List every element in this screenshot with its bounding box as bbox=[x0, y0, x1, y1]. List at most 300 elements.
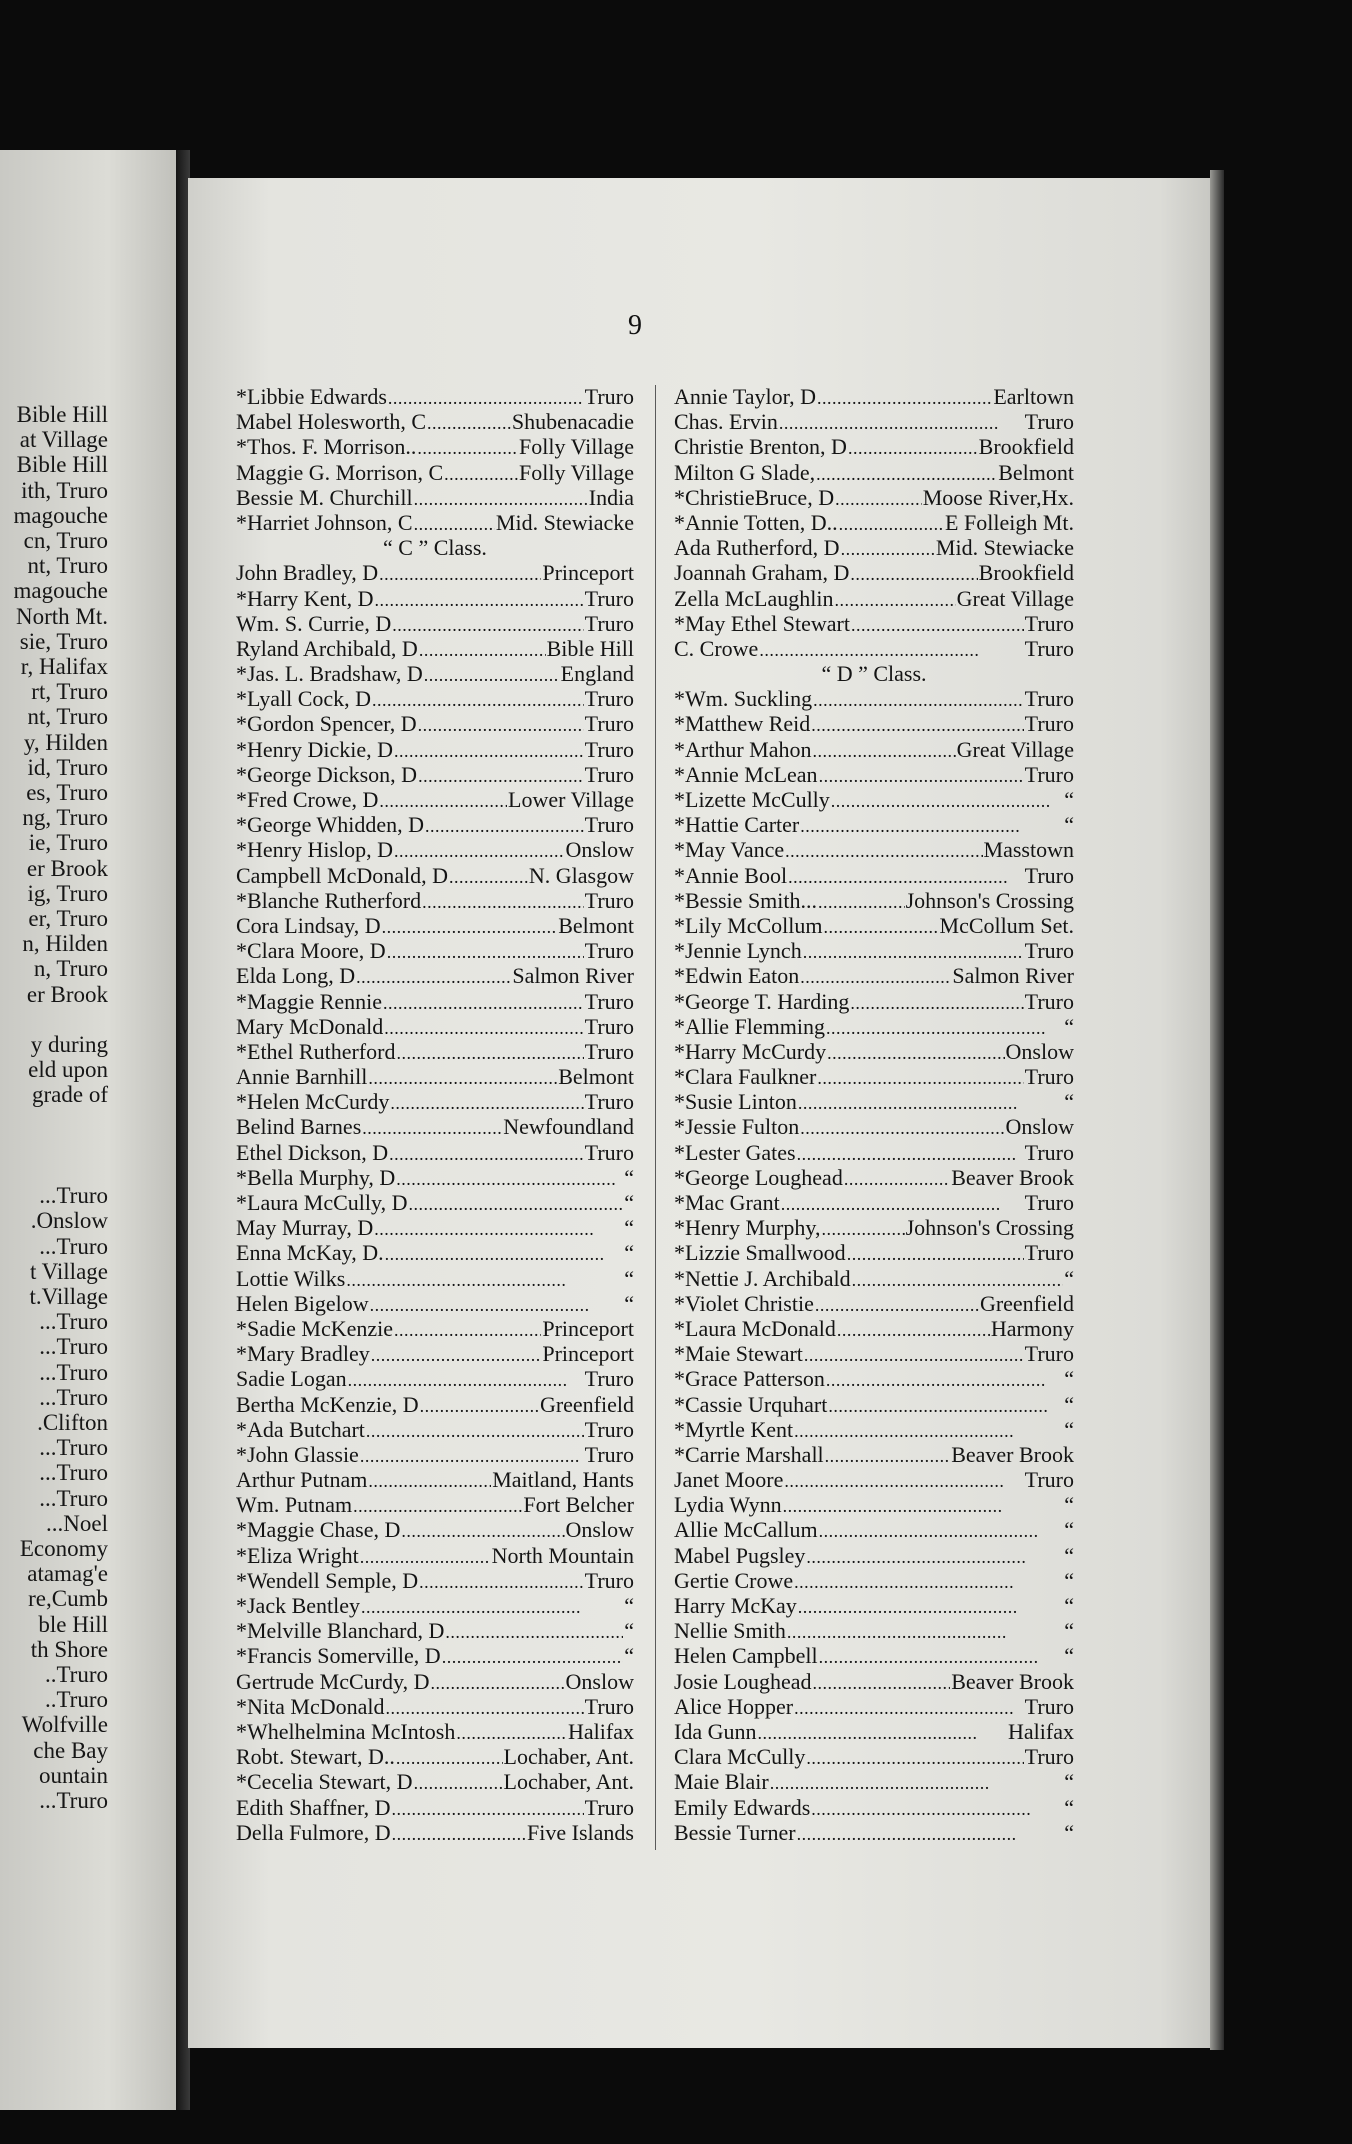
student-entry bbox=[674, 1215, 1074, 1240]
student-name: Annie Barnhill bbox=[236, 1064, 368, 1090]
left-page-edge bbox=[0, 150, 180, 2110]
dot-leader bbox=[831, 787, 1063, 814]
student-entry bbox=[674, 510, 1074, 535]
student-entry bbox=[674, 1366, 1074, 1391]
dot-leader bbox=[815, 1291, 979, 1318]
student-name: *Gordon Spencer, D bbox=[236, 711, 417, 737]
dot-leader bbox=[394, 737, 584, 764]
student-entry bbox=[674, 913, 1074, 938]
student-entry bbox=[674, 1492, 1074, 1517]
dot-leader bbox=[414, 485, 588, 512]
dot-leader bbox=[797, 1820, 1064, 1847]
dot-leader bbox=[356, 963, 511, 990]
student-entry bbox=[674, 1568, 1074, 1593]
student-name: *Fred Crowe, D bbox=[236, 787, 379, 812]
student-name: *Jessie Fulton bbox=[674, 1114, 800, 1140]
student-name: Mary McDonald bbox=[236, 1013, 384, 1039]
student-entry bbox=[674, 1165, 1074, 1190]
student-place: “ bbox=[624, 1593, 634, 1618]
left-page-fragment: che Bay bbox=[33, 1737, 108, 1763]
student-place: Truro bbox=[584, 1139, 634, 1165]
student-name: Lottie Wilks bbox=[236, 1265, 346, 1291]
student-name: Wm. Putnam bbox=[236, 1492, 353, 1518]
student-name: Annie Taylor, D bbox=[674, 384, 816, 409]
student-place: Lochaber, Ant. bbox=[503, 1744, 634, 1770]
page-edge-shadow bbox=[1210, 170, 1224, 2050]
dot-leader bbox=[806, 1543, 1063, 1570]
dot-leader bbox=[392, 611, 583, 638]
dot-leader bbox=[837, 1316, 990, 1343]
student-name: *Helen McCurdy bbox=[236, 1089, 390, 1115]
dot-leader bbox=[794, 1568, 1063, 1595]
student-entry bbox=[674, 1643, 1074, 1668]
left-page-fragment: er Brook bbox=[26, 981, 108, 1007]
dot-leader bbox=[414, 510, 495, 537]
student-place: Truro bbox=[584, 938, 634, 964]
student-place: Truro bbox=[1024, 409, 1074, 435]
student-name: Arthur Putnam bbox=[236, 1467, 368, 1493]
student-name: C. Crowe bbox=[674, 635, 759, 661]
student-place: Earltown bbox=[993, 384, 1074, 409]
left-page-fragment: ...Truro bbox=[39, 1485, 108, 1511]
student-place: Truro bbox=[1024, 1467, 1074, 1493]
student-entry bbox=[674, 586, 1074, 611]
student-entry bbox=[674, 762, 1074, 787]
dot-leader bbox=[779, 409, 1024, 436]
student-name: Josie Loughead bbox=[674, 1668, 812, 1694]
student-place: “ bbox=[1064, 1618, 1074, 1644]
student-place: “ bbox=[1064, 1366, 1074, 1392]
student-entry bbox=[236, 1341, 634, 1366]
student-place: Truro bbox=[1024, 711, 1074, 737]
dot-leader bbox=[379, 787, 507, 814]
student-list-column-2 bbox=[674, 384, 1074, 1845]
student-entry bbox=[236, 1442, 634, 1467]
student-name: *Hattie Carter bbox=[674, 812, 800, 838]
left-page-fragment: n, Truro bbox=[33, 956, 108, 982]
student-place: Belmont bbox=[558, 912, 634, 938]
dot-leader bbox=[817, 1064, 1023, 1091]
student-name: *Harry McCurdy bbox=[674, 1038, 827, 1064]
student-place: Bible Hill bbox=[546, 635, 634, 661]
student-entry bbox=[236, 1517, 634, 1542]
student-name: *Jennie Lynch bbox=[674, 938, 802, 964]
student-place: Salmon River bbox=[512, 963, 634, 989]
dot-leader bbox=[817, 384, 992, 411]
student-place: Truro bbox=[584, 585, 634, 611]
student-entry bbox=[674, 837, 1074, 862]
student-place: “ bbox=[1064, 1517, 1074, 1543]
student-name: Clara McCully bbox=[674, 1744, 806, 1770]
student-place: Greenfield bbox=[979, 1290, 1074, 1316]
student-entry bbox=[236, 1114, 634, 1139]
student-entry bbox=[674, 1467, 1074, 1492]
student-entry bbox=[674, 1089, 1074, 1114]
student-entry bbox=[236, 1366, 634, 1391]
student-name: Nellie Smith bbox=[674, 1618, 786, 1644]
student-place: Truro bbox=[1024, 1240, 1074, 1266]
student-name: *Francis Somerville, D bbox=[236, 1643, 441, 1669]
student-place: Truro bbox=[584, 686, 634, 712]
student-place: Shubenacadie bbox=[511, 409, 634, 435]
dot-leader bbox=[850, 989, 1023, 1016]
left-page-fragment: ...Truro bbox=[39, 1309, 108, 1335]
student-name: *Harry Kent, D bbox=[236, 585, 374, 611]
left-page-fragment: re,Cumb bbox=[28, 1586, 108, 1612]
left-page-fragment: y, Hilden bbox=[23, 729, 108, 755]
left-page-fragment: es, Truro bbox=[26, 780, 108, 805]
student-place: Beaver Brook bbox=[951, 1441, 1074, 1467]
left-page-fragment: t.Village bbox=[29, 1284, 108, 1309]
left-page-fragment: nt, Truro bbox=[27, 553, 108, 579]
student-place: “ bbox=[1064, 1089, 1074, 1115]
student-name: *George Loughead bbox=[674, 1164, 843, 1190]
left-page-fragment: er Brook bbox=[26, 855, 108, 881]
student-place: Truro bbox=[1024, 938, 1074, 964]
student-place: “ bbox=[624, 1643, 634, 1669]
dot-leader bbox=[417, 434, 518, 461]
student-place: Lochaber, Ant. bbox=[503, 1769, 634, 1795]
student-entry bbox=[236, 1593, 634, 1618]
left-page-fragment: .Onslow bbox=[30, 1208, 108, 1234]
dot-leader bbox=[383, 989, 584, 1016]
student-place: Great Village bbox=[956, 585, 1074, 611]
left-page-fragment: rt, Truro bbox=[31, 679, 108, 705]
left-page-fragment: North Mt. bbox=[16, 603, 108, 629]
left-page-fragment: ith, Truro bbox=[21, 477, 108, 503]
student-entry bbox=[674, 888, 1074, 913]
student-name: Chas. Ervin bbox=[674, 409, 778, 435]
dot-leader bbox=[396, 1039, 583, 1066]
dot-leader bbox=[392, 1820, 526, 1847]
student-name: *Maggie Chase, D bbox=[236, 1517, 401, 1543]
dot-leader bbox=[812, 1669, 950, 1696]
student-entry bbox=[236, 1744, 634, 1769]
student-place: Lower Village bbox=[508, 787, 634, 812]
student-name: Elda Long, D bbox=[236, 963, 356, 989]
left-page-fragment: magouche bbox=[13, 578, 108, 604]
student-entry bbox=[674, 1316, 1074, 1341]
student-name: *Thos. F. Morrison.. bbox=[236, 434, 417, 460]
dot-leader bbox=[852, 1266, 1064, 1293]
left-page-fragment: at Village bbox=[19, 427, 108, 453]
student-place: “ bbox=[1064, 1492, 1074, 1518]
dot-leader bbox=[824, 913, 939, 940]
student-name: *Grace Patterson bbox=[674, 1366, 825, 1392]
student-place: “ bbox=[1064, 1567, 1074, 1593]
student-place: North Mountain bbox=[491, 1542, 634, 1568]
student-entry bbox=[236, 963, 634, 988]
dot-leader bbox=[804, 1341, 1024, 1368]
student-name: *Matthew Reid bbox=[674, 711, 811, 737]
student-place: “ bbox=[1064, 1794, 1074, 1820]
student-entry bbox=[236, 1694, 634, 1719]
left-page-fragment: ...Truro bbox=[39, 1788, 108, 1813]
student-entry bbox=[236, 485, 634, 510]
student-name: *Nita McDonald bbox=[236, 1693, 385, 1719]
student-entry bbox=[236, 1140, 634, 1165]
student-entry bbox=[674, 1744, 1074, 1769]
class-heading: “ D ” Class. bbox=[821, 661, 927, 687]
student-place: Beaver Brook bbox=[951, 1668, 1074, 1694]
dot-leader bbox=[372, 686, 584, 713]
dot-leader bbox=[803, 938, 1024, 965]
left-page-fragment: Bible Hill bbox=[16, 402, 108, 427]
dot-leader bbox=[385, 1694, 583, 1721]
student-entry bbox=[236, 1014, 634, 1039]
student-place: “ bbox=[624, 1215, 634, 1241]
student-entry bbox=[674, 686, 1074, 711]
dot-leader bbox=[821, 1215, 904, 1242]
dot-leader bbox=[418, 711, 584, 738]
student-place: Truro bbox=[1024, 1190, 1074, 1215]
student-entry bbox=[674, 1014, 1074, 1039]
student-place: “ bbox=[624, 1240, 634, 1266]
student-name: *Nettie J. Archibald bbox=[674, 1265, 851, 1291]
student-entry bbox=[674, 1593, 1074, 1618]
student-place: Onslow bbox=[565, 1517, 634, 1543]
left-page-fragment: ...Truro bbox=[39, 1183, 108, 1209]
dot-leader bbox=[819, 1643, 1064, 1670]
student-entry bbox=[674, 560, 1074, 585]
student-name: Enna McKay, D. bbox=[236, 1240, 384, 1266]
student-place: “ bbox=[624, 1290, 634, 1316]
student-entry bbox=[674, 384, 1074, 409]
student-name: *Laura McDonald bbox=[674, 1315, 836, 1341]
dot-leader bbox=[396, 1165, 623, 1192]
student-name: *Maie Stewart bbox=[674, 1341, 803, 1367]
student-place: Truro bbox=[584, 988, 634, 1014]
student-name: *Henry Murphy, bbox=[674, 1215, 821, 1241]
dot-leader bbox=[835, 485, 922, 512]
student-entry bbox=[674, 434, 1074, 459]
student-entry bbox=[236, 1820, 634, 1845]
student-place: Belmont bbox=[558, 1064, 634, 1090]
student-place: “ bbox=[1064, 1265, 1074, 1291]
student-name: *Annie Bool bbox=[674, 862, 788, 888]
student-place: “ bbox=[1064, 1593, 1074, 1618]
student-name: *Bessie Smith... bbox=[674, 887, 818, 913]
student-place: E Folleigh Mt. bbox=[945, 509, 1074, 535]
dot-leader bbox=[374, 586, 583, 613]
dot-leader bbox=[816, 460, 997, 487]
dot-leader bbox=[794, 1694, 1024, 1721]
left-page-fragment: id, Truro bbox=[27, 754, 108, 780]
student-entry bbox=[236, 1719, 634, 1744]
dot-leader bbox=[419, 1568, 584, 1595]
dot-leader bbox=[396, 1744, 503, 1771]
student-name: *Myrtle Kent bbox=[674, 1416, 794, 1442]
student-name: Gertie Crowe bbox=[674, 1567, 794, 1593]
left-page-fragment: Bible Hill bbox=[16, 452, 108, 478]
dot-leader bbox=[811, 1795, 1063, 1822]
student-entry bbox=[674, 1240, 1074, 1265]
student-place: Truro bbox=[1024, 1341, 1074, 1367]
left-page-fragment: ountain bbox=[39, 1762, 108, 1788]
student-entry bbox=[674, 1669, 1074, 1694]
student-name: Ada Rutherford, D bbox=[674, 535, 840, 561]
dot-leader bbox=[370, 1291, 624, 1318]
dot-leader bbox=[794, 1417, 1063, 1444]
student-entry bbox=[236, 863, 634, 888]
student-name: Wm. S. Currie, D bbox=[236, 610, 392, 636]
student-place: “ bbox=[1064, 1013, 1074, 1039]
dot-leader bbox=[368, 1064, 557, 1091]
dot-leader bbox=[348, 1366, 584, 1393]
dot-leader bbox=[788, 863, 1024, 890]
dot-leader bbox=[442, 1643, 624, 1670]
student-name: May Murray, D bbox=[236, 1215, 374, 1241]
student-name: Milton G Slade, bbox=[674, 459, 816, 485]
student-entry bbox=[674, 1064, 1074, 1089]
student-entry bbox=[236, 837, 634, 862]
left-page-fragment: ig, Truro bbox=[27, 880, 108, 906]
student-place: Folly Village bbox=[519, 434, 634, 460]
student-name: Maggie G. Morrison, C bbox=[236, 459, 444, 485]
student-name: *Eliza Wright bbox=[236, 1542, 359, 1568]
dot-leader bbox=[850, 560, 977, 587]
student-place: Princeport bbox=[542, 560, 634, 586]
dot-leader bbox=[408, 1190, 623, 1217]
student-entry bbox=[674, 1114, 1074, 1139]
student-entry bbox=[236, 1543, 634, 1568]
student-name: *George T. Harding bbox=[674, 988, 850, 1014]
left-page-fragment: ...Truro bbox=[39, 1384, 108, 1410]
student-entry bbox=[674, 1517, 1074, 1542]
student-name: *Melville Blanchard, D bbox=[236, 1618, 445, 1644]
dot-leader bbox=[787, 1618, 1063, 1645]
student-place: “ bbox=[1064, 812, 1074, 838]
dot-leader bbox=[427, 409, 511, 436]
dot-leader bbox=[806, 1744, 1023, 1771]
dot-leader bbox=[392, 1795, 584, 1822]
student-place: “ bbox=[1064, 787, 1074, 812]
left-page-fragment: r, Halifax bbox=[20, 654, 108, 679]
dot-leader bbox=[819, 1517, 1064, 1544]
student-name: *Wendell Semple, D bbox=[236, 1567, 419, 1593]
dot-leader bbox=[757, 1719, 1007, 1746]
dot-leader bbox=[826, 1366, 1063, 1393]
student-name: *Lily McCollum bbox=[674, 912, 823, 938]
student-entry bbox=[236, 1039, 634, 1064]
student-name: *Libbie Edwards bbox=[236, 384, 387, 409]
student-place: Maitland, Hants bbox=[492, 1467, 634, 1493]
student-entry bbox=[674, 787, 1074, 812]
student-name: Della Fulmore, D bbox=[236, 1819, 391, 1845]
student-name: *Blanche Rutherford bbox=[236, 887, 422, 913]
student-entry bbox=[674, 989, 1074, 1014]
left-page-fragment: Economy bbox=[19, 1536, 108, 1561]
student-name: Belind Barnes bbox=[236, 1114, 362, 1140]
student-place: Truro bbox=[584, 887, 634, 913]
left-page-fragment: ..Truro bbox=[44, 1662, 108, 1687]
left-page-fragment: atamag'e bbox=[27, 1561, 108, 1587]
dot-leader bbox=[422, 888, 584, 915]
left-page-fragment: ie, Truro bbox=[28, 830, 108, 856]
student-name: Mabel Pugsley bbox=[674, 1542, 806, 1568]
student-name: *Cecelia Stewart, D bbox=[236, 1769, 413, 1795]
dot-leader bbox=[825, 1442, 951, 1469]
student-entry bbox=[236, 1316, 634, 1341]
student-place: Harmony bbox=[990, 1315, 1074, 1341]
student-name: Gertrude McCurdy, D bbox=[236, 1668, 430, 1694]
student-entry bbox=[674, 1266, 1074, 1291]
dot-leader bbox=[781, 1190, 1024, 1217]
student-place: “ bbox=[1064, 1542, 1074, 1568]
student-name: *Maggie Rennie bbox=[236, 988, 383, 1014]
student-place: Truro bbox=[584, 1089, 634, 1115]
left-page-fragment: th Shore bbox=[30, 1636, 108, 1662]
student-place: Truro bbox=[1024, 988, 1074, 1014]
student-name: *Carrie Marshall bbox=[674, 1441, 824, 1467]
student-place: Truro bbox=[1024, 610, 1074, 636]
student-name: Janet Moore bbox=[674, 1467, 784, 1493]
student-name: Sadie Logan bbox=[236, 1366, 347, 1392]
student-place: Masstown bbox=[983, 837, 1074, 863]
dot-leader bbox=[784, 1467, 1023, 1494]
student-name: *Jack Bentley bbox=[236, 1593, 361, 1618]
dot-leader bbox=[827, 1039, 1004, 1066]
student-name: *Lizzie Smallwood bbox=[674, 1240, 846, 1266]
student-place: Truro bbox=[584, 761, 634, 787]
student-place: N. Glasgow bbox=[528, 862, 634, 888]
student-name: Ethel Dickson, D bbox=[236, 1139, 389, 1165]
dot-leader bbox=[445, 1618, 623, 1645]
student-entry bbox=[236, 1089, 634, 1114]
left-page-fragment: ..Truro bbox=[44, 1687, 108, 1713]
student-entry bbox=[674, 636, 1074, 661]
student-place: Truro bbox=[584, 1693, 634, 1719]
left-page-fragment: ble Hill bbox=[38, 1611, 108, 1637]
dot-leader bbox=[419, 636, 546, 663]
student-entry bbox=[236, 1165, 634, 1190]
dot-leader bbox=[800, 812, 1063, 839]
student-place: Truro bbox=[584, 812, 634, 838]
student-entry bbox=[236, 1669, 634, 1694]
student-place: Newfoundland bbox=[503, 1114, 634, 1140]
student-place: Five Islands bbox=[527, 1819, 634, 1845]
student-entry bbox=[236, 460, 634, 485]
student-place: Brookfield bbox=[978, 434, 1074, 460]
student-entry bbox=[236, 812, 634, 837]
student-entry bbox=[674, 1820, 1074, 1845]
student-place: Truro bbox=[584, 1013, 634, 1039]
student-entry bbox=[236, 1769, 634, 1794]
student-entry bbox=[674, 938, 1074, 963]
student-place: Great Village bbox=[956, 736, 1074, 762]
dot-leader bbox=[798, 1089, 1063, 1116]
student-place: Truro bbox=[1024, 1744, 1074, 1770]
dot-leader bbox=[848, 434, 978, 461]
dot-leader bbox=[424, 661, 560, 688]
student-name: *John Glassie bbox=[236, 1441, 359, 1467]
column-divider bbox=[655, 385, 656, 1850]
left-page-fragment: ng, Truro bbox=[22, 805, 108, 831]
student-place: Truro bbox=[584, 711, 634, 737]
student-entry bbox=[674, 1694, 1074, 1719]
student-place: Belmont bbox=[998, 459, 1074, 485]
student-name: *Wm. Suckling bbox=[674, 686, 813, 712]
student-name: *Susie Linton bbox=[674, 1089, 797, 1115]
student-name: *Cassie Urquhart bbox=[674, 1391, 828, 1417]
student-name: Ida Gunn bbox=[674, 1718, 757, 1744]
dot-leader bbox=[800, 1114, 1004, 1141]
dot-leader bbox=[368, 1467, 491, 1494]
student-place: Truro bbox=[584, 1567, 634, 1593]
dot-leader bbox=[394, 837, 565, 864]
student-entry bbox=[674, 737, 1074, 762]
dot-leader bbox=[812, 737, 955, 764]
